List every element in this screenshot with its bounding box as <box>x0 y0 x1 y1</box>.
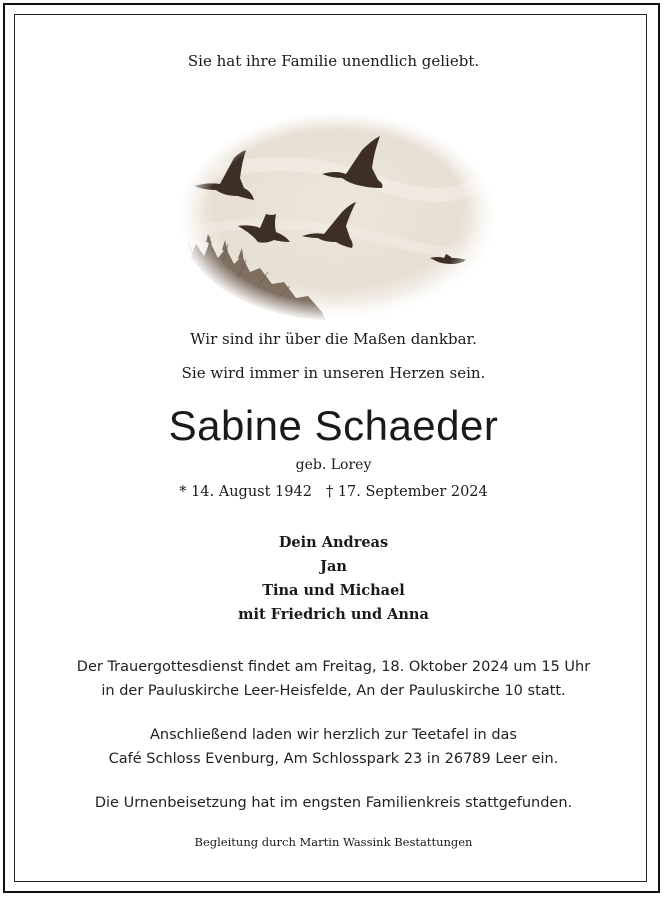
mourner-line: Dein Andreas <box>278 534 389 551</box>
burial-notice: Die Urnenbeisetzung hat im engsten Familienkreis stattgefunden. <box>94 795 573 811</box>
reception-notice-line-2: Café Schloss Evenburg, Am Schlosspark 23 in 26789 Leer ein. <box>108 751 559 767</box>
mourner-line: mit Friedrich und Anna <box>238 606 429 623</box>
flying-geese-image <box>176 112 498 322</box>
deceased-name: Sabine Schaeder <box>168 402 499 449</box>
motto: Sie hat ihre Familie unendlich geliebt. <box>187 52 480 70</box>
maiden-name: geb. Lorey <box>295 457 372 473</box>
gratitude-line-2: Sie wird immer in unseren Herzen sein. <box>181 364 486 382</box>
life-dates <box>0 484 667 500</box>
reception-notice-line-1: Anschließend laden wir herzlich zur Teetafel in das <box>150 727 517 743</box>
funeral-home-credit: Begleitung durch Martin Wassink Bestattungen <box>194 835 473 849</box>
service-notice-line-2: in der Pauluskirche Leer-Heisfelde, An der Pauluskirche 10 statt. <box>101 683 566 699</box>
mourner-line: Tina und Michael <box>262 582 405 599</box>
gratitude-line-1: Wir sind ihr über die Maßen dankbar. <box>190 330 477 348</box>
death-date: † 17. September 2024 <box>325 484 488 500</box>
mourner-line: Jan <box>320 558 347 575</box>
service-notice-line-1: Der Trauergottesdienst findet am Freitag, 18. Oktober 2024 um 15 Uhr <box>76 659 591 675</box>
birth-date: * 14. August 1942 <box>179 484 312 500</box>
